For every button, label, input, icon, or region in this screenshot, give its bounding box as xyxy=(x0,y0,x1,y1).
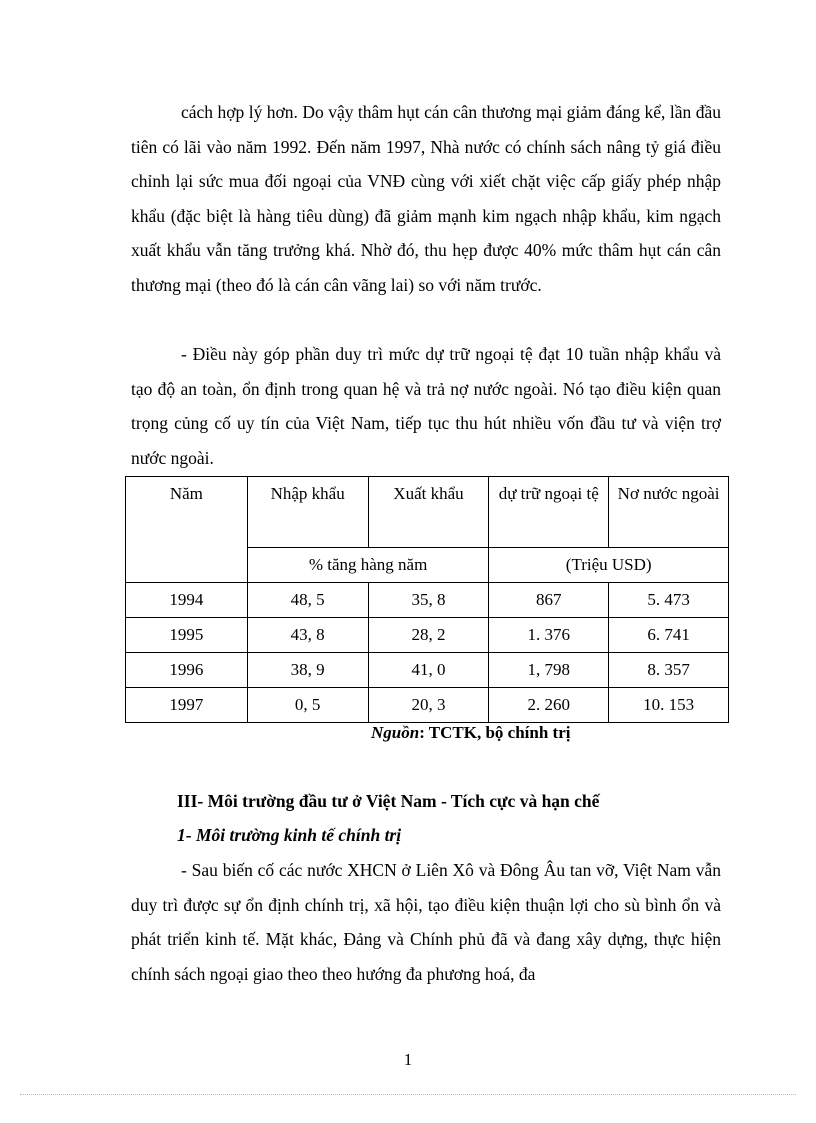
source-text: : TCTK, bộ chính trị xyxy=(419,723,571,742)
cell-reserves: 2. 260 xyxy=(489,688,609,723)
paragraph-text: cách hợp lý hơn. Do vậy thâm hụt cán cân thương mại giảm đáng kể, lần đầu tiên có lãi vào năm 1992. Đến năm 1997, Nhà nước có chính sách nâng tỷ giá điều chỉnh lại sức mua đối ngoại của VNĐ cùng với xiết chặt việc cấp giấy phép nhập khẩu (đặc biệt là hàng tiêu dùng) đã giảm mạnh kim ngạch nhập khẩu, kim ngạch xuất khẩu vẫn tăng trưởng khá. Nhờ đó, thu hẹp được 40% mức thâm hụt cán cân thương mại (theo đó là cán cân vãng lai) so với năm trước. xyxy=(131,102,721,295)
cell-imports: 43, 8 xyxy=(247,618,368,653)
cell-debt: 8. 357 xyxy=(609,653,729,688)
cell-exports: 41, 0 xyxy=(368,653,489,688)
paragraph-reserves xyxy=(131,337,721,475)
subsection-heading: 1- Môi trường kinh tế chính trị xyxy=(177,825,402,845)
cell-debt: 10. 153 xyxy=(609,688,729,723)
header-exports: Xuất khẩu xyxy=(368,477,489,548)
cell-reserves: 867 xyxy=(489,583,609,618)
cell-year: 1995 xyxy=(126,618,248,653)
cell-exports: 20, 3 xyxy=(368,688,489,723)
cell-imports: 0, 5 xyxy=(247,688,368,723)
cell-debt: 6. 741 xyxy=(609,618,729,653)
page-number: 1 xyxy=(403,1050,413,1069)
header-imports: Nhập khẩu xyxy=(247,477,368,548)
source-label: Nguồn xyxy=(371,723,420,742)
table-source xyxy=(371,723,571,743)
paragraph-trade-balance xyxy=(131,95,721,302)
table-row xyxy=(126,583,729,618)
paragraph-political-stability xyxy=(131,853,721,991)
cell-imports: 48, 5 xyxy=(247,583,368,618)
cell-reserves: 1. 376 xyxy=(489,618,609,653)
footer-divider xyxy=(20,1094,796,1095)
table-row xyxy=(126,688,729,723)
cell-exports: 28, 2 xyxy=(368,618,489,653)
header-reserves: dự trữ ngoại tệ xyxy=(489,477,609,548)
header-year: Năm xyxy=(126,477,248,583)
cell-year: 1996 xyxy=(126,653,248,688)
table-header-row xyxy=(126,477,729,548)
table-row xyxy=(126,653,729,688)
section-heading: III- Môi trường đầu tư ở Việt Nam - Tích cực và hạn chế xyxy=(177,791,600,811)
cell-exports: 35, 8 xyxy=(368,583,489,618)
paragraph-text: - Điều này góp phần duy trì mức dự trữ ngoại tệ đạt 10 tuần nhập khẩu và tạo độ an toàn, ổn định trong quan hệ và trả nợ nước ngoài. Nó tạo điều kiện quan trọng củng cố uy tín của Việt Nam, tiếp tục thu hút nhiều vốn đầu tư và viện trợ nước ngoài. xyxy=(131,344,721,468)
cell-year: 1997 xyxy=(126,688,248,723)
unit-usd: (Triệu USD) xyxy=(489,548,729,583)
table-row xyxy=(126,618,729,653)
cell-reserves: 1, 798 xyxy=(489,653,609,688)
cell-imports: 38, 9 xyxy=(247,653,368,688)
paragraph-text: - Sau biến cố các nước XHCN ở Liên Xô và Đông Âu tan vỡ, Việt Nam vẫn duy trì được sự ổn định chính trị, xã hội, tạo điều kiện thuận lợi cho sù bình ổn và phát triển kinh tế. Mặt khác, Đảng và Chính phủ đã và đang xây dựng, thực hiện chính sách ngoại giao theo theo hướng đa phương hoá, đa xyxy=(131,860,721,984)
unit-growth: % tăng hàng năm xyxy=(247,548,489,583)
economic-data-table xyxy=(125,476,729,723)
cell-debt: 5. 473 xyxy=(609,583,729,618)
header-debt: Nơ nước ngoài xyxy=(609,477,729,548)
cell-year: 1994 xyxy=(126,583,248,618)
